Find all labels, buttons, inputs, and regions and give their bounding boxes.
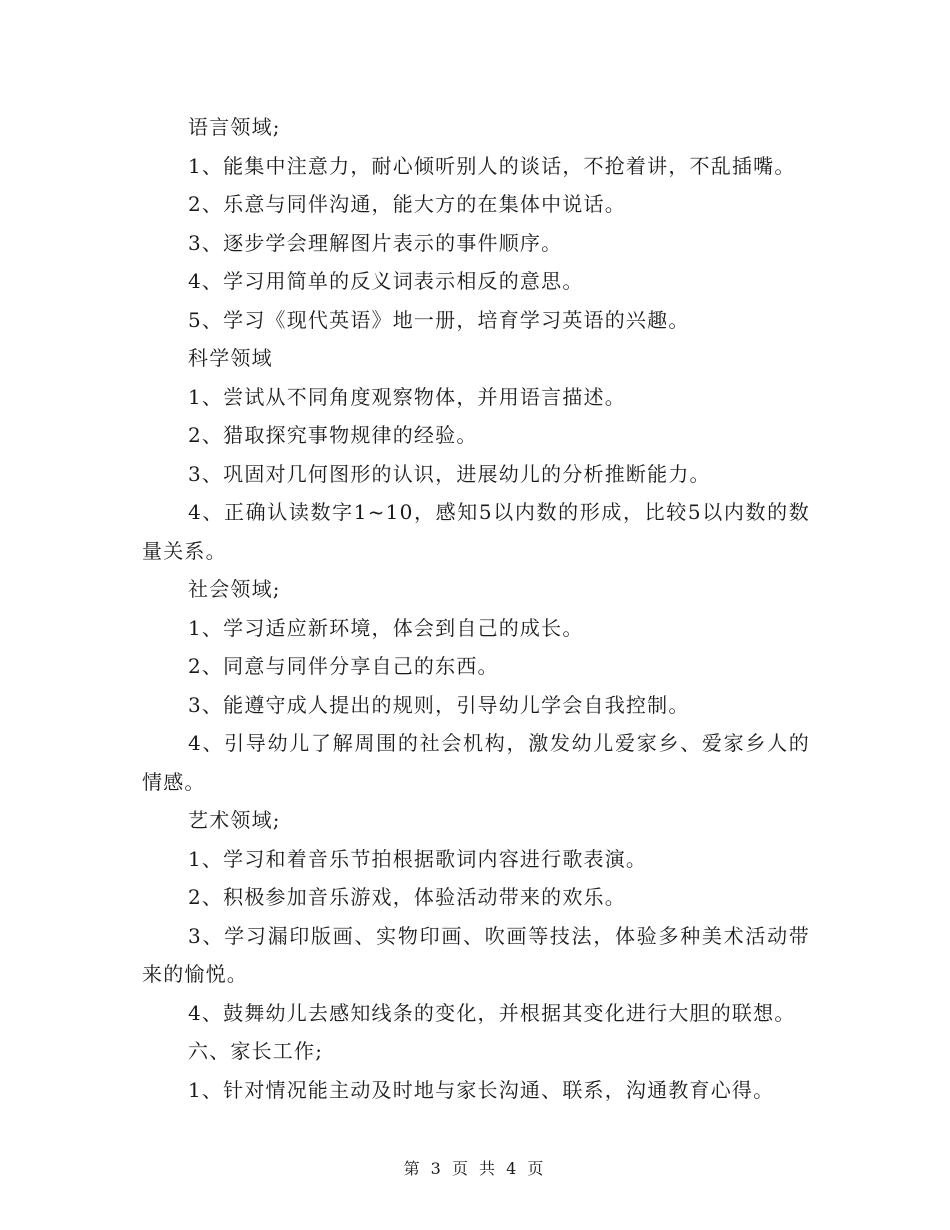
paragraph: 2、乐意与同伴沟通，能大方的在集体中说话。 [188, 192, 626, 216]
paragraph: 1、针对情况能主动及时地与家长沟通、联系，沟通教育心得。 [188, 1077, 775, 1102]
paragraph: 1、学习适应新环境，体会到自己的成长。 [188, 615, 584, 640]
paragraph: 1、学习和着音乐节拍根据歌词内容进行歌表演。 [188, 846, 648, 871]
section-heading-science: 科学领域 [188, 346, 273, 370]
page-number-footer: 第 3 页 共 4 页 [403, 1159, 547, 1178]
paragraph: 2、猎取探究事物规律的经验。 [188, 423, 478, 447]
paragraph: 4、鼓舞幼儿去感知线条的变化，并根据其变化进行大胆的联想。 [188, 1000, 796, 1025]
paragraph: 4、正确认读数字1~10，感知5以内数的形成，比较5以内数的数量关系。 [142, 500, 810, 563]
section-heading-parents: 六、家长工作; [188, 1039, 324, 1063]
section-heading-society: 社会领域; [188, 577, 281, 601]
section-heading-art: 艺术领域; [188, 808, 281, 832]
paragraph: 3、学习漏印版画、实物印画、吹画等技法，体验多种美术活动带来的愉悦。 [142, 923, 810, 986]
paragraph: 2、积极参加音乐游戏，体验活动带来的欢乐。 [188, 885, 626, 909]
paragraph: 3、逐步学会理解图片表示的事件顺序。 [188, 230, 563, 255]
section-heading-language: 语言领域; [188, 115, 281, 139]
paragraph: 2、同意与同伴分享自己的东西。 [188, 654, 499, 678]
paragraph: 4、引导幼儿了解周围的社会机构，激发幼儿爱家乡、爱家乡人的情感。 [142, 731, 810, 794]
document-body [142, 108, 810, 1109]
paragraph: 1、尝试从不同角度观察物体，并用语言描述。 [188, 384, 626, 409]
paragraph: 5、学习《现代英语》地一册，培育学习英语的兴趣。 [188, 307, 690, 332]
paragraph: 3、巩固对几何图形的认识，进展幼儿的分析推断能力。 [188, 461, 711, 486]
paragraph: 3、能遵守成人提出的规则，引导幼儿学会自我控制。 [188, 692, 690, 717]
paragraph: 4、学习用简单的反义词表示相反的意思。 [188, 269, 584, 293]
paragraph: 1、能集中注意力，耐心倾听别人的谈话，不抢着讲，不乱插嘴。 [188, 153, 796, 178]
